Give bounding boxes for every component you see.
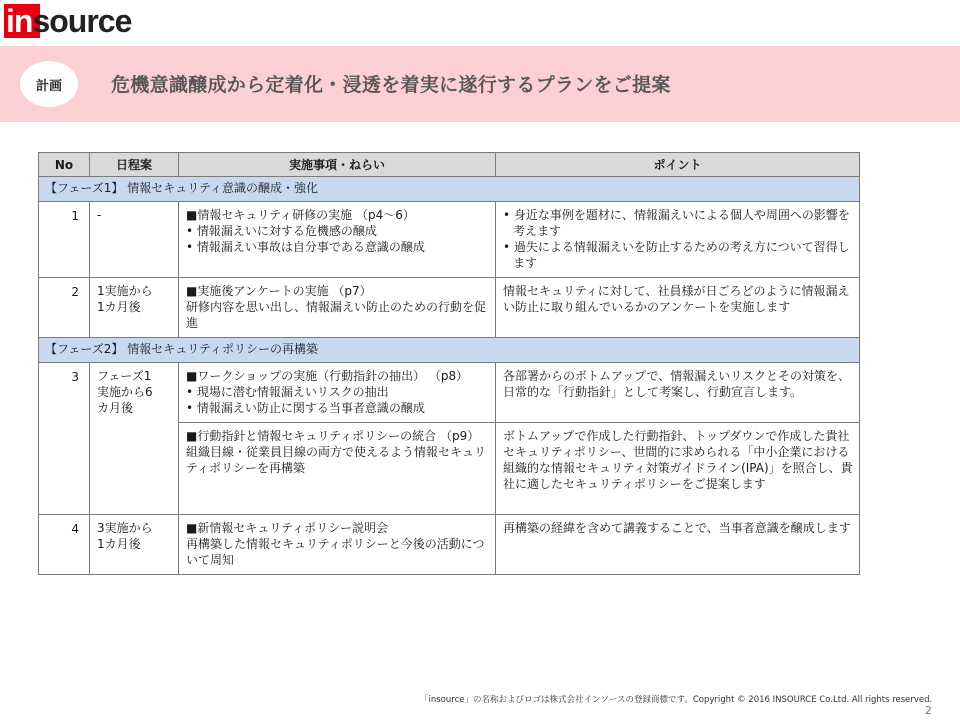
page-number: 2 (925, 704, 932, 717)
row-schedule (90, 515, 179, 575)
row-schedule (90, 278, 179, 338)
section-badge: 計画 (20, 61, 78, 107)
action-bullet: • 情報漏えい防止に関する当事者意識の醸成 (186, 401, 425, 415)
row-action (179, 278, 496, 338)
row-point: 再構築の経緯を含めて講義することで、当事者意識を醸成します (496, 515, 860, 575)
phase-row (39, 177, 860, 202)
phase-1-label: 【フェーズ1】 情報セキュリティ意識の醸成・強化 (39, 177, 860, 202)
action-bullet: • 現場に潜む情報漏えいリスクの抽出 (186, 385, 389, 399)
table-row (39, 202, 860, 278)
schedule-line: 3実施から (97, 521, 153, 535)
action-title: ■情報セキュリティ研修の実施 （p4～6） (186, 208, 415, 222)
row-action (179, 515, 496, 575)
page-title: 危機意識醸成から定着化・浸透を着実に遂行するプランをご提案 (111, 74, 671, 96)
schedule-line: カ月後 (97, 401, 134, 415)
action-title: ■ワークショップの実施（行動指針の抽出） （p8） (186, 369, 469, 383)
table-row (39, 278, 860, 338)
action-title: ■行動指針と情報セキュリティポリシーの統合 （p9） (186, 429, 480, 443)
header-banner (0, 46, 960, 122)
action-desc: 組織目線・従業員目線の両方で使えるよう情報セキュリティポリシーを再構築 (186, 445, 487, 475)
row-action (179, 423, 496, 515)
row-schedule: - (90, 202, 179, 278)
action-bullet: • 情報漏えいに対する危機感の醸成 (186, 224, 377, 238)
header-action: 実施事項・ねらい (179, 153, 496, 177)
row-no: 3 (39, 363, 90, 515)
action-title: ■新情報セキュリティポリシー説明会 (186, 521, 389, 535)
point-bullet: • 身近な事例を題材に、情報漏えいによる個人や周囲への影響を考えます (503, 208, 850, 238)
schedule-line: 1カ月後 (97, 300, 141, 314)
schedule-line: 1カ月後 (97, 537, 141, 551)
header-no: No (39, 153, 90, 177)
point-bullet: • 過失による情報漏えいを防止するための考え方について習得します (503, 240, 850, 270)
phase-2-label: 【フェーズ2】 情報セキュリティポリシーの再構築 (39, 338, 860, 363)
copyright-note: 「insource」の名称およびロゴは株式会社インソースの登録商標です。Copyright © 2016 INSOURCE Co.Ltd. All rights reserved. (420, 695, 933, 705)
table-row (39, 515, 860, 575)
header-schedule: 日程案 (90, 153, 179, 177)
action-desc: 研修内容を思い出し、情報漏えい防止のための行動を促進 (186, 300, 487, 330)
row-no: 1 (39, 202, 90, 278)
row-no: 4 (39, 515, 90, 575)
schedule-line: 1実施から (97, 284, 153, 298)
row-point: 各部署からのボトムアップで、情報漏えいリスクとその対策を、日常的な「行動指針」として考案し、行動宣言します。 (496, 363, 860, 423)
insource-logo (4, 4, 144, 40)
action-desc: 再構築した情報セキュリティポリシーと今後の活動について周知 (186, 537, 485, 567)
logo-text: insource (6, 3, 132, 39)
action-title: ■実施後アンケートの実施 （p7） (186, 284, 372, 298)
table-header-row (39, 153, 860, 177)
row-no: 2 (39, 278, 90, 338)
table-row (39, 363, 860, 423)
row-point (496, 202, 860, 278)
row-point: ボトムアップで作成した行動指針、トップダウンで作成した貴社セキュリティポリシー、世間的に求められる「中小企業における組織的な情報セキュリティ対策ガイドライン(IPA)」を照合し、貴社に適したセキュリティポリシーをご提案します (496, 423, 860, 515)
row-action (179, 202, 496, 278)
schedule-line: フェーズ1 (97, 369, 152, 383)
row-schedule (90, 363, 179, 515)
action-bullet: • 情報漏えい事故は自分事である意識の醸成 (186, 240, 425, 254)
phase-row (39, 338, 860, 363)
schedule-line: 実施から6 (97, 385, 153, 399)
header-point: ポイント (496, 153, 860, 177)
row-point: 情報セキュリティに対して、社員様が日ごろどのように情報漏えい防止に取り組んでいるかのアンケートを実施します (496, 278, 860, 338)
row-action (179, 363, 496, 423)
plan-table (38, 152, 860, 575)
